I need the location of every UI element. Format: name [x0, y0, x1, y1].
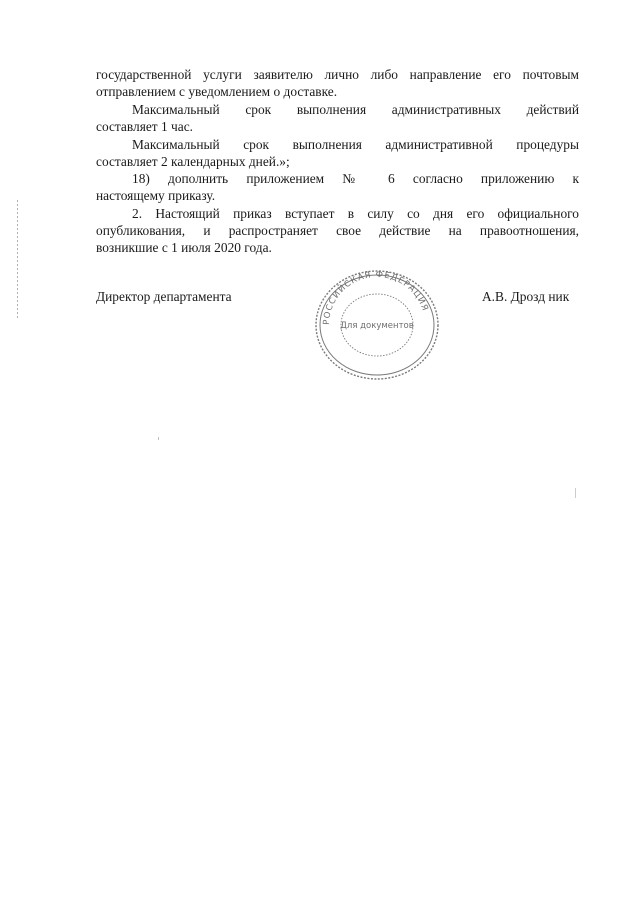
text-line: опубликования, и распространяет свое действие на правоотношения,: [96, 223, 579, 238]
paragraph-max-time-actions: [96, 101, 579, 135]
text-line: 18) дополнить приложением № 6 согласно приложению к: [132, 171, 579, 186]
paragraph-item-18: [96, 170, 579, 204]
scan-edge-mark: [17, 200, 18, 320]
text-line: составляет 2 календарных дней.»;: [96, 154, 290, 169]
paragraph-item-2: [96, 205, 579, 256]
text-line: Максимальный срок выполнения административных действий: [132, 102, 579, 117]
text-line: настоящему приказу.: [96, 188, 216, 203]
signatory-position: Директор департамента: [96, 289, 232, 304]
paragraph-continuation: [96, 66, 579, 100]
official-stamp: [312, 268, 442, 383]
text-line: отправлением с уведомлением о доставке.: [96, 84, 338, 99]
text-line: Максимальный срок выполнения административной процедуры: [132, 137, 579, 152]
text-line: составляет 1 час.: [96, 119, 194, 134]
scan-dot: [158, 437, 159, 440]
text-line: 2. Настоящий приказ вступает в силу со дня его официального: [132, 206, 579, 221]
scan-dot: [575, 488, 576, 498]
text-line: государственной услуги заявителю лично либо направление его почтовым: [96, 67, 579, 82]
paragraph-max-time-procedure: [96, 136, 579, 170]
text-line: возникшие с 1 июля 2020 года.: [96, 240, 272, 255]
signatory-name: А.В. Дрозд ник: [482, 289, 570, 304]
stamp-center-text: Для документов: [340, 321, 414, 331]
stamp-outer-text: РОССИЙСКАЯ ФЕДЕРАЦИЯ: [321, 269, 430, 326]
